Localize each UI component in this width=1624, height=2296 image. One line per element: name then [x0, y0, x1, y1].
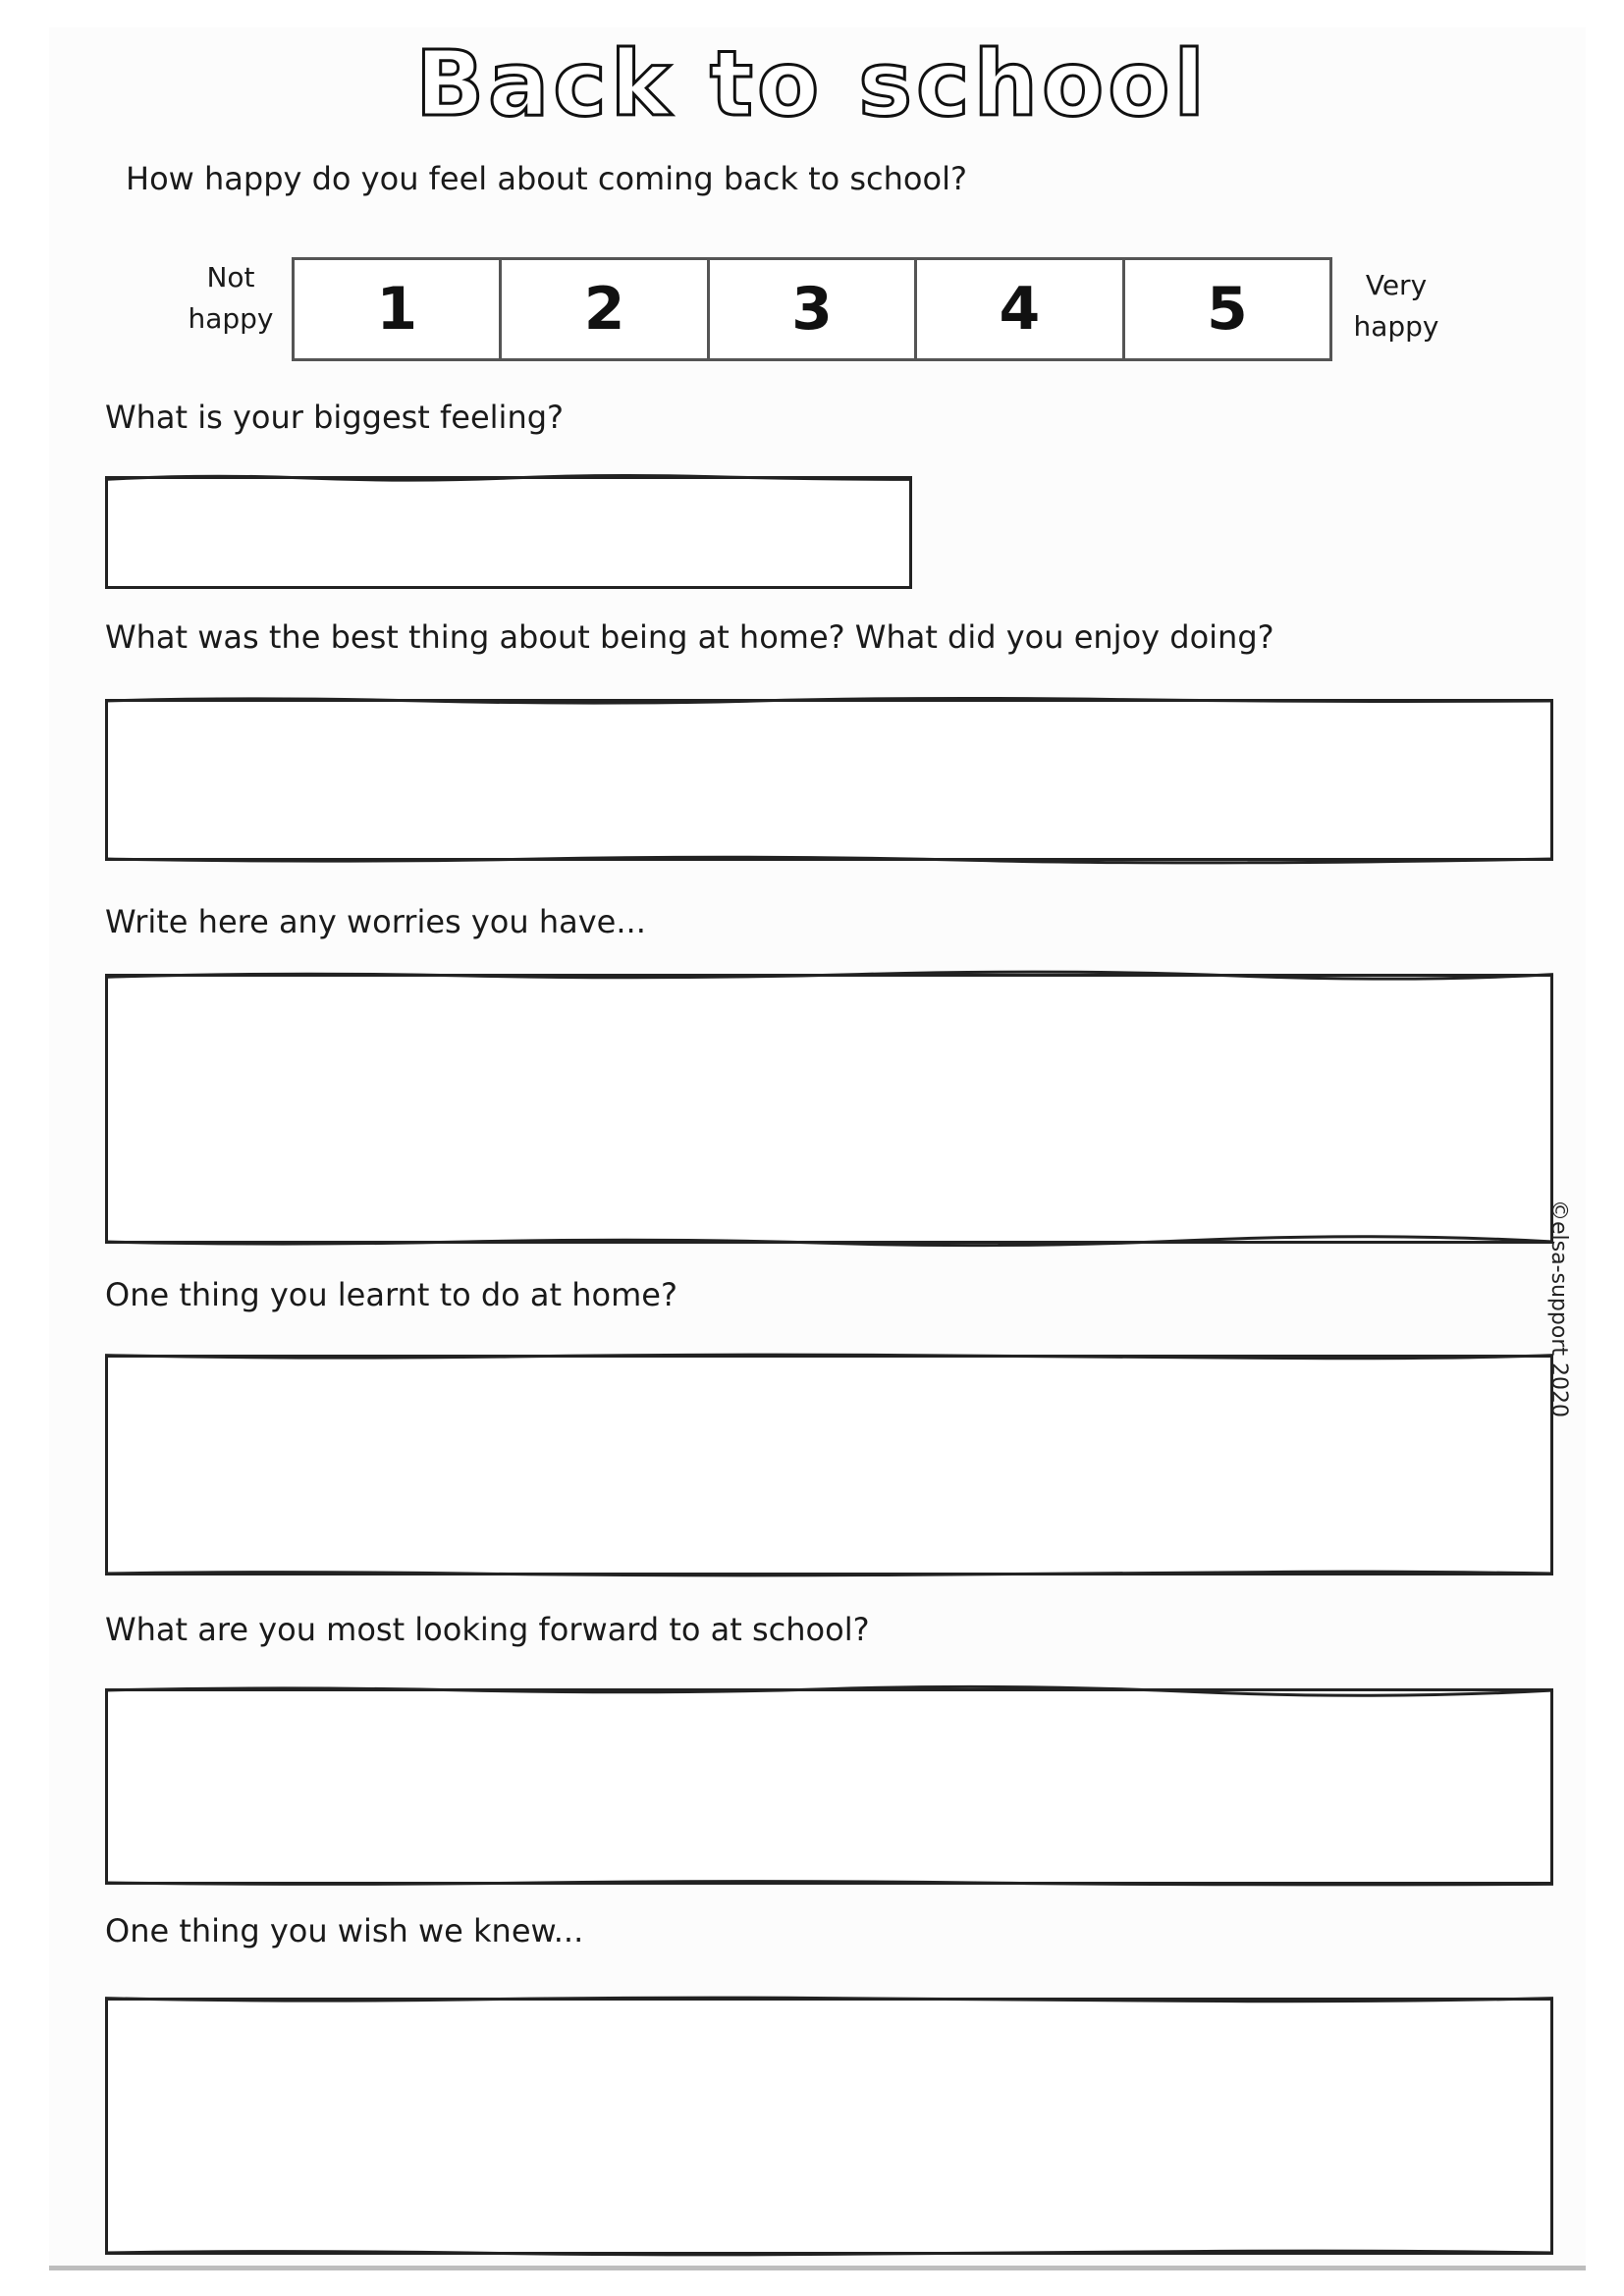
wavy-border-top: [105, 694, 1553, 708]
scale-low-label-line1: Not: [206, 261, 255, 294]
answer-box-best-thing-at-home: [105, 699, 1553, 861]
wavy-border-bottom: [105, 852, 1553, 866]
scale-low-label-line2: happy: [188, 302, 274, 335]
question-wish-we-knew: One thing you wish we knew...: [105, 1912, 584, 1949]
answer-box-biggest-feeling: [105, 476, 912, 589]
wavy-border-bottom: [105, 1876, 1553, 1890]
copyright-notice: ©elsa-support 2020: [1546, 1200, 1571, 1417]
worksheet-title: Back to school: [415, 31, 1209, 136]
answer-box-wish-we-knew: [105, 1998, 1553, 2255]
answer-learnt-at-home[interactable]: [108, 1358, 1550, 1573]
scale-option-1[interactable]: 1: [295, 260, 502, 358]
scale-option-4[interactable]: 4: [917, 260, 1124, 358]
scale-option-2[interactable]: 2: [502, 260, 709, 358]
answer-box-looking-forward: [105, 1688, 1553, 1885]
wavy-border-top: [105, 471, 912, 485]
answer-box-learnt-at-home: [105, 1355, 1553, 1575]
scale-option-5[interactable]: 5: [1206, 275, 1248, 344]
question-learnt-at-home: One thing you learnt to do at home?: [105, 1276, 677, 1313]
answer-wish-we-knew[interactable]: [108, 2001, 1550, 2252]
question-best-thing-at-home: What was the best thing about being at home? What did you enjoy doing?: [105, 618, 1274, 656]
question-worries: Write here any worries you have...: [105, 903, 646, 940]
happiness-question: How happy do you feel about coming back to school?: [126, 160, 967, 197]
answer-biggest-feeling[interactable]: [108, 479, 909, 586]
answer-best-thing-at-home[interactable]: [108, 702, 1550, 858]
scale-low-label: [187, 257, 275, 340]
answer-looking-forward[interactable]: [108, 1691, 1550, 1882]
wavy-border-top: [105, 1350, 1553, 1363]
wavy-border-top: [105, 1993, 1553, 2006]
scale-high-label: [1347, 265, 1445, 347]
wavy-border-bottom: [105, 2246, 1553, 2260]
question-biggest-feeling: What is your biggest feeling?: [105, 399, 565, 436]
happiness-scale: [292, 257, 1332, 361]
wavy-border-top: [105, 969, 1553, 983]
wavy-border-top: [105, 1683, 1553, 1697]
question-looking-forward: What are you most looking forward to at school?: [105, 1611, 870, 1648]
answer-box-worries: [105, 974, 1553, 1244]
answer-worries[interactable]: [108, 977, 1550, 1241]
scale-high-label-line1: Very: [1365, 269, 1428, 301]
scale-high-label-line2: happy: [1353, 310, 1439, 343]
scale-option-3[interactable]: 3: [710, 260, 917, 358]
wavy-border-bottom: [105, 1567, 1553, 1580]
wavy-border-bottom: [105, 1235, 1553, 1249]
